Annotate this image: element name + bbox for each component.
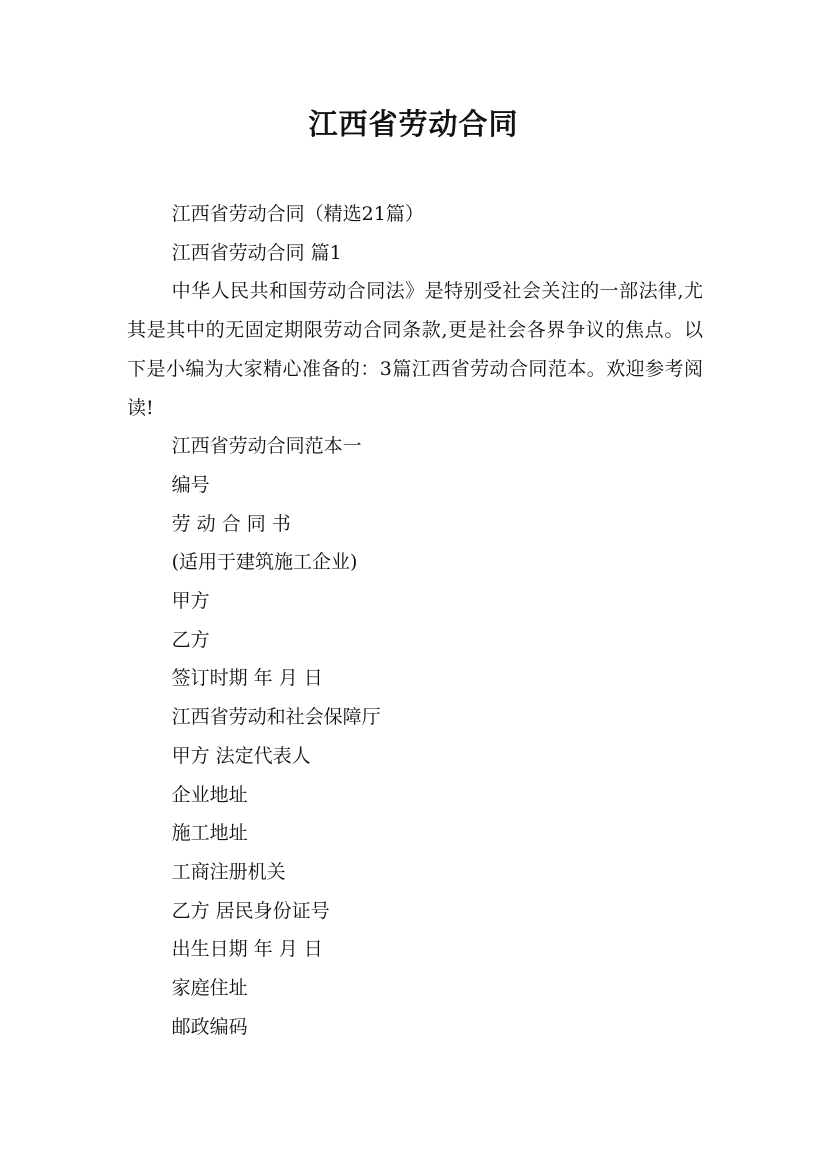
field-party-b: 乙方 [171,628,210,651]
paragraph-subtitle: 江西省劳动合同（精选21篇） [171,203,424,225]
document-title: 江西省劳动合同 [308,107,519,141]
paragraph-template-heading: 江西省劳动合同范本一 [171,435,362,458]
field-party-a: 甲方 [171,590,210,613]
field-id-number: 乙方 居民身份证号 [171,899,330,922]
contract-book-title: 劳 动 合 同 书 [171,512,291,535]
field-registration-authority: 工商注册机关 [171,860,286,883]
paragraph-section-heading: 江西省劳动合同 篇1 [171,241,342,264]
field-postal-code: 邮政编码 [171,1015,248,1038]
field-construction-address: 施工地址 [171,822,248,845]
applicability-note: (适用于建筑施工企业) [171,551,358,574]
field-legal-representative: 甲方 法定代表人 [171,744,311,767]
field-birth-date: 出生日期 年 月 日 [171,938,323,961]
field-company-address: 企业地址 [171,783,248,806]
document-body [127,195,703,1046]
field-home-address: 家庭住址 [171,977,248,1000]
field-signing-date: 签订时期 年 月 日 [171,667,323,690]
issuing-authority: 江西省劳动和社会保障厅 [171,706,381,729]
paragraph-intro: 中华人民共和国劳动合同法》是特别受社会关注的一部法律,尤其是其中的无固定期限劳动合同条款,更是社会各界争议的焦点。以下是小编为大家精心准备的：3篇江西省劳动合同范本。欢迎参考阅读! [127,280,703,419]
field-number-label: 编号 [171,473,210,496]
